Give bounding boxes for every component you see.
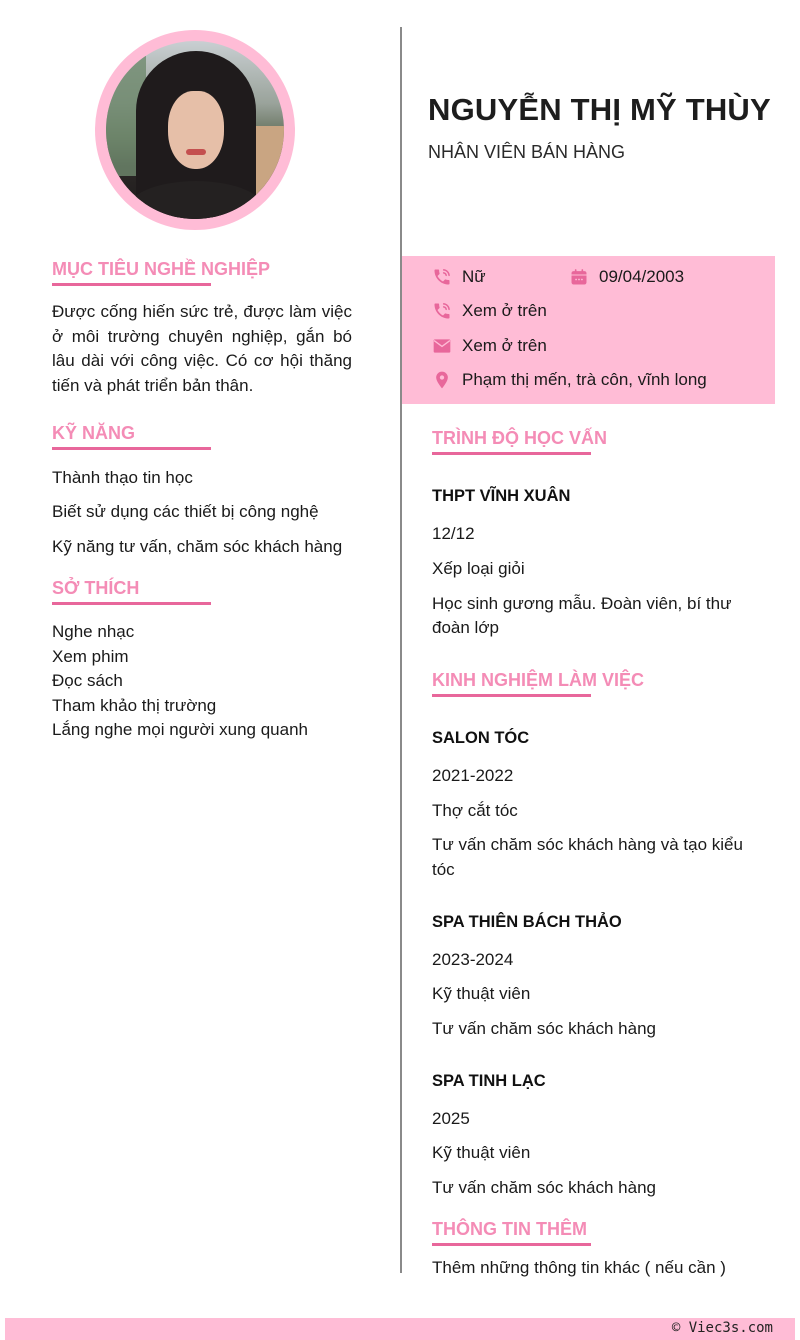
contact-email xyxy=(432,336,547,356)
hobbies-list xyxy=(52,620,308,743)
job-position: Kỹ thuật viên xyxy=(432,1143,531,1162)
job-position: Thợ cắt tóc xyxy=(432,801,518,820)
calendar-icon xyxy=(569,267,589,287)
job-title: NHÂN VIÊN BÁN HÀNG xyxy=(428,142,626,162)
email-icon xyxy=(432,336,452,356)
hobby-item: Tham khảo thị trường xyxy=(52,695,217,715)
address-value: Phạm thị mến, trà côn, vĩnh long xyxy=(462,370,707,389)
birthday-value: 09/04/2003 xyxy=(599,267,685,286)
education-note: Học sinh gương mẫu. Đoàn viên, bí thư xyxy=(432,594,732,613)
phone-icon xyxy=(432,301,452,321)
email-value: Xem ở trên xyxy=(462,336,547,355)
copyright-link[interactable]: © Viec3s.com xyxy=(671,1320,773,1336)
phone-value: Xem ở trên xyxy=(462,301,547,320)
phone-icon xyxy=(432,267,452,287)
footer-bar xyxy=(5,1318,795,1340)
skill-item: Thành thạo tin học xyxy=(52,468,193,487)
job-position: Kỹ thuật viên xyxy=(432,984,531,1003)
avatar-frame xyxy=(95,30,295,230)
experience-underline xyxy=(432,694,591,697)
education-note-cont: đoàn lớp xyxy=(432,618,499,637)
education-period: 12/12 xyxy=(432,524,475,543)
education-heading: TRÌNH ĐỘ HỌC VẤN xyxy=(432,428,607,448)
skills-heading: KỸ NĂNG xyxy=(52,423,136,443)
hobbies-heading: SỞ THÍCH xyxy=(52,578,140,598)
avatar xyxy=(106,41,284,219)
job-company: SPA THIÊN BÁCH THẢO xyxy=(432,913,622,931)
hobby-item: Lắng nghe mọi người xung quanh xyxy=(52,720,308,740)
job-description-cont: tóc xyxy=(432,860,455,879)
skill-item: Kỹ năng tư vấn, chăm sóc khách hàng xyxy=(52,537,343,556)
hobby-item: Nghe nhạc xyxy=(52,622,135,641)
education-grade: Xếp loại giỏi xyxy=(432,559,525,578)
contact-phone xyxy=(432,301,547,321)
objective-text: Được cống hiến sức trẻ, được làm việc ở môi trường chuyên nghiệp, gắn bó lâu dài với công việc. Có cơ hội thăng tiến và phát triển bản thân. xyxy=(52,302,352,395)
objective-underline xyxy=(52,283,211,286)
skill-item: Biết sử dụng các thiết bị công nghệ xyxy=(52,502,319,521)
extra-info-underline xyxy=(432,1243,591,1246)
contact-address xyxy=(432,370,707,390)
education-underline xyxy=(432,452,591,455)
job-period: 2021-2022 xyxy=(432,766,514,785)
extra-info-text: Thêm những thông tin khác ( nếu cần ) xyxy=(432,1258,726,1277)
job-description: Tư vấn chăm sóc khách hàng xyxy=(432,1019,656,1038)
job-description: Tư vấn chăm sóc khách hàng và tạo kiểu xyxy=(432,835,743,854)
contact-gender xyxy=(432,267,486,287)
hobby-item: Đọc sách xyxy=(52,671,123,691)
job-company: SALON TÓC xyxy=(432,729,530,747)
extra-info-heading: THÔNG TIN THÊM xyxy=(432,1219,587,1239)
candidate-name: NGUYỄN THỊ MỸ THÙY xyxy=(428,92,771,127)
hobby-item: Xem phim xyxy=(52,646,129,666)
experience-heading: KINH NGHIỆM LÀM VIỆC xyxy=(432,670,645,690)
contact-birthday xyxy=(569,267,684,287)
skills-underline xyxy=(52,447,211,450)
objective-heading: MỤC TIÊU NGHỀ NGHIỆP xyxy=(52,259,271,279)
job-company: SPA TINH LẠC xyxy=(432,1072,546,1090)
hobbies-underline xyxy=(52,602,211,605)
school-name: THPT VĨNH XUÂN xyxy=(432,487,571,505)
column-divider xyxy=(400,27,402,1273)
job-period: 2023-2024 xyxy=(432,950,514,969)
job-description: Tư vấn chăm sóc khách hàng xyxy=(432,1178,656,1197)
location-pin-icon xyxy=(432,370,452,390)
gender-value: Nữ xyxy=(462,267,486,286)
job-period: 2025 xyxy=(432,1109,470,1128)
